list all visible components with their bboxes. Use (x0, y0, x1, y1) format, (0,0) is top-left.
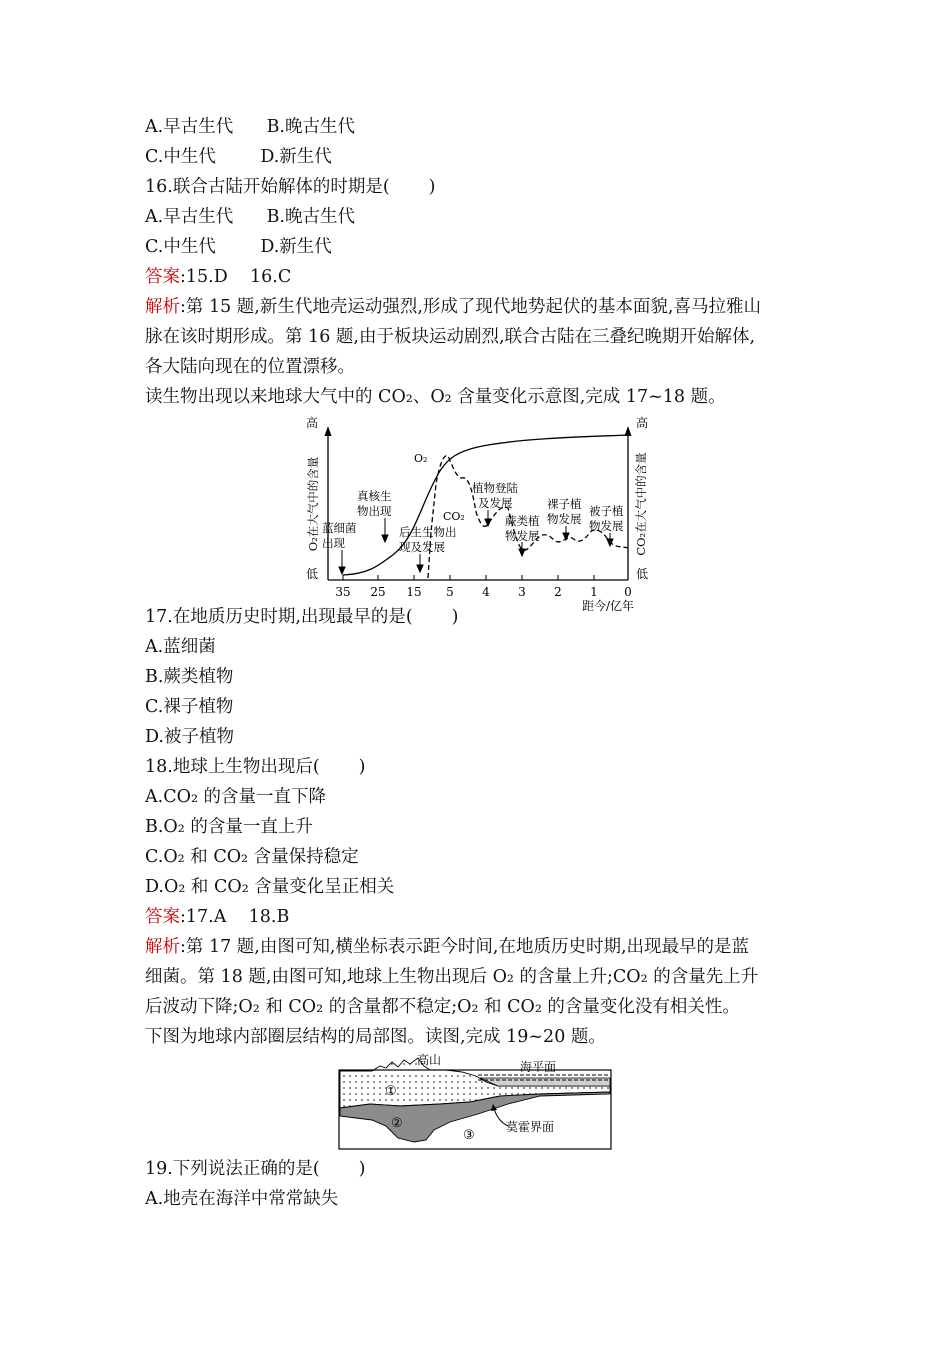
q16-stem: 16.联合古陆开始解体的时期是( ) (145, 177, 436, 197)
q18-option-d: D.O₂ 和 CO₂ 含量变化呈正相关 (145, 877, 395, 897)
x-tick-35: 35 (335, 585, 351, 599)
chart-svg (145, 412, 815, 613)
left-high-label: 高 (305, 416, 319, 430)
annot-eukaryote-1: 真核生 (357, 489, 392, 503)
q19-stem: 19.下列说法正确的是( ) (145, 1159, 366, 1179)
x-tick-1: 1 (590, 585, 598, 599)
analysis-text: :第 17 题,由图可知,横坐标表示距今时间,在地质历史时期,出现最早的是蓝 (180, 937, 750, 957)
q17-stem: 17.在地质历史时期,出现最早的是( ) (145, 607, 459, 627)
answer-text: :17.A 18.B (180, 907, 290, 927)
analysis-17-18-line2: 细菌。第 18 题,由图可知,地球上生物出现后 O₂ 的含量上升;CO₂ 的含量先上升 (145, 967, 759, 987)
x-tick-5: 5 (446, 585, 454, 599)
answer-label: 答案 (145, 267, 180, 287)
x-axis-label: 距今/亿年 (581, 599, 635, 613)
analysis-15-16-line3: 各大陆向现在的位置漂移。 (145, 357, 355, 377)
earth-layers-diagram (145, 1052, 815, 1154)
annot-angiosperms-2: 物发展 (589, 519, 624, 533)
annot-eukaryote-2: 物出现 (357, 504, 392, 518)
annot-land-plants-1: 植物登陆 (472, 481, 518, 495)
analysis-15-16-line2: 脉在该时期形成。第 16 题,由于板块运动剧烈,联合古陆在三叠纪晚期开始解体, (145, 327, 756, 347)
layer-3-label: ③ (463, 1128, 475, 1143)
q18-option-c: C.O₂ 和 CO₂ 含量保持稳定 (145, 847, 359, 867)
atmosphere-chart (145, 412, 815, 613)
q17-option-a: A.蓝细菌 (145, 637, 216, 657)
q18-option-a: A.CO₂ 的含量一直下降 (145, 787, 327, 807)
q18-stem: 18.地球上生物出现后( ) (145, 757, 366, 777)
intro-19-20: 下图为地球内部圈层结构的局部图。读图,完成 19~20 题。 (145, 1027, 606, 1047)
mountain-label: 高山 (417, 1053, 442, 1067)
answer-17-18 (145, 902, 815, 932)
layer-2-label: ② (391, 1116, 403, 1131)
q19-option-a: A.地壳在海洋中常常缺失 (145, 1189, 339, 1209)
x-tick-25: 25 (370, 585, 386, 599)
o2-label: O₂ (414, 452, 428, 465)
page-content (145, 112, 815, 1214)
x-tick-15: 15 (406, 585, 422, 599)
diagram-svg (145, 1052, 815, 1154)
x-tick-0: 0 (624, 585, 632, 599)
answer-label: 答案 (145, 907, 180, 927)
x-tick-2: 2 (554, 585, 562, 599)
right-low-label: 低 (635, 567, 649, 581)
annot-gymnosperms-2: 物发展 (547, 512, 582, 526)
annot-ferns-1: 蕨类植 (505, 514, 540, 528)
ocean-layer (480, 1078, 610, 1086)
annot-gymnosperms-1: 裸子植 (547, 497, 582, 511)
right-high-label: 高 (635, 416, 649, 430)
analysis-17-18-line1 (145, 932, 815, 962)
analysis-text: :第 15 题,新生代地壳运动强烈,形成了现代地势起伏的基本面貌,喜马拉雅山 (180, 297, 761, 317)
q17-option-b: B.蕨类植物 (145, 667, 234, 687)
analysis-label: 解析 (145, 937, 180, 957)
layer-1-label: ① (385, 1084, 397, 1099)
q17-option-c: C.裸子植物 (145, 697, 234, 717)
q18-option-b: B.O₂ 的含量一直上升 (145, 817, 313, 837)
analysis-label: 解析 (145, 297, 180, 317)
analysis-15-16-line1 (145, 292, 815, 322)
q15-options-row1: A.早古生代 B.晚古生代 (145, 117, 355, 137)
left-axis-title: O₂在大气中的含量 (306, 456, 320, 552)
left-low-label: 低 (305, 567, 319, 581)
answer-15-16 (145, 262, 815, 292)
intro-17-18: 读生物出现以来地球大气中的 CO₂、O₂ 含量变化示意图,完成 17~18 题。 (145, 387, 726, 407)
sea-level-label: 海平面 (520, 1060, 557, 1074)
annot-angiosperms-1: 被子植 (589, 504, 624, 518)
annot-metazoa-1: 后生生物出 (399, 525, 457, 539)
moho-label: 莫霍界面 (506, 1120, 555, 1134)
analysis-17-18-line3: 后波动下降;O₂ 和 CO₂ 的含量都不稳定;O₂ 和 CO₂ 的含量变化没有相关性。 (145, 997, 740, 1017)
left-axis-arrow (325, 426, 332, 436)
annot-cyanobacteria-2: 出现 (322, 536, 345, 550)
annot-land-plants-2: 及发展 (478, 496, 513, 510)
co2-label: CO₂ (443, 510, 465, 523)
x-tick-3: 3 (518, 585, 526, 599)
annot-ferns-2: 物发展 (505, 529, 540, 543)
q15-options-row2: C.中生代 D.新生代 (145, 147, 332, 167)
q16-options-row2: C.中生代 D.新生代 (145, 237, 332, 257)
x-tick-4: 4 (482, 585, 490, 599)
q16-options-row1: A.早古生代 B.晚古生代 (145, 207, 355, 227)
right-axis-title: CO₂在大气中的含量 (634, 452, 648, 556)
answer-text: :15.D 16.C (180, 267, 292, 287)
q17-option-d: D.被子植物 (145, 727, 234, 747)
annot-metazoa-2: 现及发展 (399, 540, 445, 554)
annot-cyanobacteria-1: 蓝细菌 (322, 521, 357, 535)
